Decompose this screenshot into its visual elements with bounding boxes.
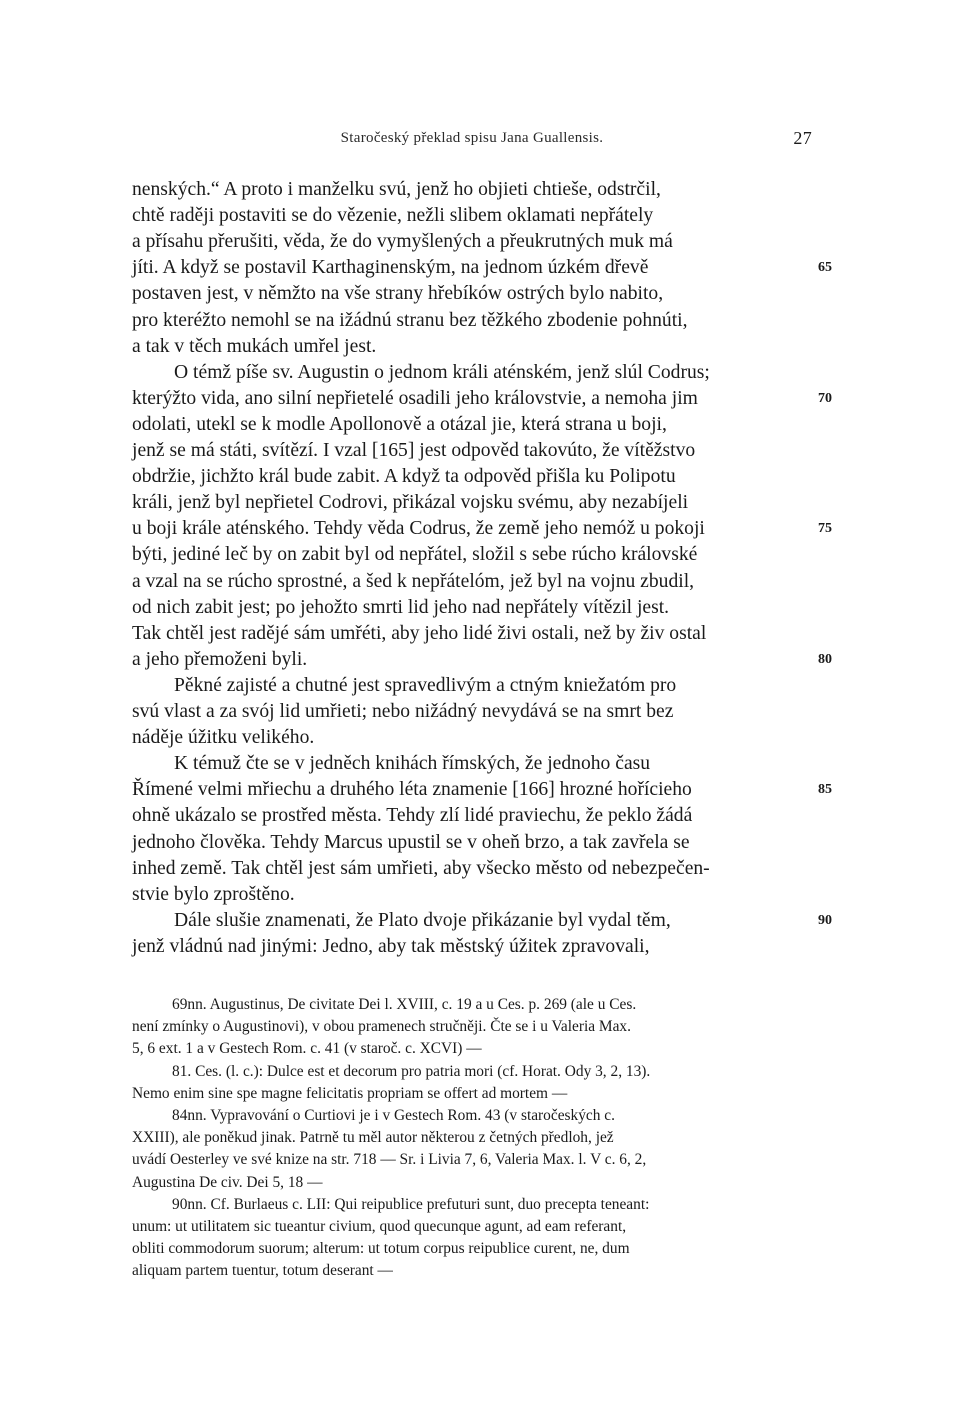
footnote-line: unum: ut utilitatem sic tueantur civium, quod quecunque agunt, ad eam referant, bbox=[132, 1218, 627, 1235]
footnote-line: 5, 6 ext. 1 a v Gestech Rom. c. 41 (v staroč. c. XCVI) — bbox=[132, 1040, 482, 1058]
text-line: stvie bylo zproštěno. bbox=[132, 883, 295, 905]
line-number: 90 bbox=[818, 912, 832, 928]
text-line: náděje úžitku velikého. bbox=[132, 727, 315, 749]
footnote-line: obliti commodorum suorum; alterum: ut totum corpus reipublice curent, ne, dum bbox=[132, 1240, 630, 1258]
footnote-line: 81. Ces. (l. c.): Dulce est et decorum pro patria mori (cf. Horat. Ody 3, 2, 13). bbox=[172, 1062, 651, 1080]
text-line: Pěkné zajisté a chutné jest spravedlivým a ctným kniežatóm pro bbox=[174, 674, 677, 696]
text-line: jíti. A když se postavil Karthaginenským, na jednom úzkém dřevě bbox=[132, 257, 649, 279]
line-number: 70 bbox=[818, 390, 832, 406]
text-line: jenž vládnú nad jinými: Jedno, aby tak městský úžitek zpravovali, bbox=[132, 935, 650, 957]
page-number: 27 bbox=[793, 128, 812, 148]
text-line: a vzal na se rúcho sprostné, a šed k nepřátelóm, jež byl na vojnu zbudil, bbox=[132, 570, 695, 592]
text-line: Dále slušie znamenati, že Plato dvoje přikázanie byl vydal těm, bbox=[174, 909, 671, 931]
line-number: 85 bbox=[818, 782, 832, 798]
footnote-line: 84nn. Vypravování o Curtiovi je i v Gestech Rom. 43 (v staročeských c. bbox=[172, 1107, 615, 1124]
text-line: a tak v těch mukách umřel jest. bbox=[132, 335, 377, 357]
text-line: od nich zabit jest; po jehožto smrti lid jeho nad nepřátely vítězil jest. bbox=[132, 596, 670, 618]
text-line: jednoho člověka. Tehdy Marcus upustil se v oheň brzo, a tak zavřela se bbox=[132, 831, 690, 853]
text-line: Římené velmi mřiechu a druhého léta znamenie [166] hrozné hořícieho bbox=[132, 779, 692, 801]
line-number: 75 bbox=[818, 521, 832, 537]
text-line: obdržie, jichžto král bude zabit. A když ta odpověd přišla ku Polipotu bbox=[132, 466, 676, 488]
text-line: odolati, utekl se k modle Apollonově a otázal jie, která strana u boji, bbox=[132, 413, 667, 435]
text-line: chtě raději postaviti se do vězenie, nežli slibem oklamati nepřátely bbox=[132, 205, 654, 227]
text-line: králi, jenž byl nepřietel Codrovi, přikázal vojsku svému, aby nezabíjeli bbox=[132, 492, 689, 514]
text-line: pro kteréžto nemohl se na ižádnú stranu bez těžkého zbodenie pohnúti, bbox=[132, 309, 688, 331]
footnote-line: Augustina De civ. Dei 5, 18 — bbox=[132, 1173, 323, 1191]
line-number: 80 bbox=[818, 651, 832, 667]
footnote-line: aliquam partem tuentur, totum deserant — bbox=[132, 1262, 393, 1280]
text-line: kterýžto vida, ano silní nepřietelé osadili jeho královstvie, a nemoha jim bbox=[132, 387, 698, 409]
running-title: Staročeský překlad spisu Jana Guallensis. bbox=[340, 130, 604, 146]
text-line: svú vlast a za svój lid umřieti; nebo nižádný nevydává se na smrt bez bbox=[132, 701, 674, 722]
text-line: inhed země. Tak chtěl jest sám umřieti, aby všecko město od nebezpečen- bbox=[132, 857, 710, 879]
line-number: 65 bbox=[818, 260, 832, 276]
footnote-line: uvádí Oesterley ve své knize na str. 718 — Sr. i Livia 7, 6, Valeria Max. l. V c. 6, 2, bbox=[132, 1151, 647, 1169]
text-line: ohně ukázalo se prostřed města. Tehdy zlí lidé praviechu, že peklo žádá bbox=[132, 805, 693, 827]
text-line: nenských.“ A proto i manželku svú, jenž ho objieti chtieše, odstrčil, bbox=[132, 179, 661, 200]
text-line: a přísahu přerušiti, věda, že do vymyšlených a přeukrutných muk má bbox=[132, 231, 673, 253]
page-header bbox=[132, 130, 812, 154]
footnote-line: Nemo enim sine spe magne felicitatis propriam se offert ad mortem — bbox=[132, 1084, 568, 1102]
footnote-line: 90nn. Cf. Burlaeus c. LII: Qui reipublice prefuturi sunt, duo precepta teneant: bbox=[172, 1195, 650, 1213]
text-line: K témuž čte se v jedněch knihách římských, že jednoho času bbox=[174, 753, 651, 775]
text-line: postaven jest, v němžto na vše strany hřebíków ostrých bylo nabito, bbox=[132, 283, 664, 305]
text-line: u boji krále aténského. Tehdy věda Codrus, že země jeho nemóž u pokoji bbox=[132, 518, 705, 540]
text-line: býti, jediné leč by on zabit byl od nepřátel, složil s sebe rúcho královské bbox=[132, 544, 698, 566]
footnote-line: XXIII), ale poněkud jinak. Patrně tu měl autor některou z četných předloh, jež bbox=[132, 1129, 614, 1147]
text-line: Tak chtěl jest radějé sám umřéti, aby jeho lidé živi ostali, než by živ ostal bbox=[132, 622, 707, 644]
text-line: a jeho přemoženi byli. bbox=[132, 648, 308, 670]
text-line: O témž píše sv. Augustin o jednom králi aténském, jenž slúl Codrus; bbox=[174, 361, 710, 383]
text-line: jenž se má státi, svítězí. I vzal [165] jest odpověd takovúto, že vítěžstvo bbox=[132, 440, 696, 461]
footnote-line: není zmínky o Augustinovi), v obou pramenech stručněji. Čte se i u Valeria Max. bbox=[132, 1018, 631, 1036]
footnote-line: 69nn. Augustinus, De civitate Dei l. XVIII, c. 19 a u Ces. p. 269 (ale u Ces. bbox=[172, 996, 637, 1013]
